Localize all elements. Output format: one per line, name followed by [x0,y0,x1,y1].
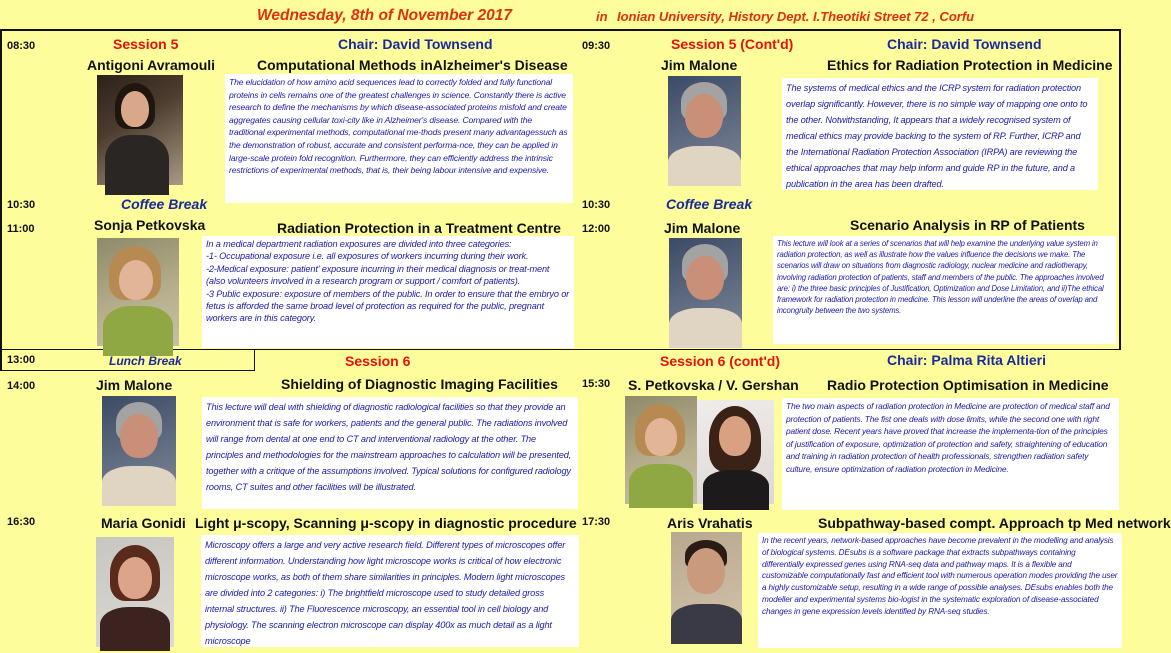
speaker-photo-gonidi [96,537,174,647]
session-5-contd-label: Session 5 (Cont'd) [671,36,794,52]
speaker-petkovska-gershan: S. Petkovska / V. Gershan [628,377,799,393]
time-1400: 14:00 [7,380,36,392]
lunch-break: Lunch Break [109,354,182,368]
speaker-photo-petkovska-2 [625,396,697,504]
title-optimisation: Radio Protection Optimisation in Medicine [827,377,1109,393]
abstract-optimisation: The two main aspects of radiation protection in Medicine are protection of medical staff and protection of patients. The fist one deals with dose limits, while the second one with right patient dose. Recent years have proved that increase the implementa-tion of the principles of justification of exposure, optimization of protection and safety, straightening of education and training in radiation protection of health professionals, strengthen radiation safety culture, ensure optimization of radiation protection in Medicine. [782,398,1119,510]
lunch-divider [254,349,255,371]
title-microscopy: Light μ-scopy, Scanning μ-scopy in diagnostic procedure [195,515,577,531]
date-heading: Wednesday, 8th of November 2017 [257,7,512,24]
left-border [0,29,2,371]
session-6-label: Session 6 [345,353,411,369]
session-6-contd-chair: Chair: Palma Rita Altieri [887,352,1046,368]
speaker-malone-1400: Jim Malone [96,377,173,393]
top-rule [0,29,1121,31]
time-1530: 15:30 [582,378,611,390]
abstract-ethics: The systems of medical ethics and the ICRP system for radiation protection overlap significantly. However, there is no simple way of mapping one onto to the other. Notwithstanding, It appears that a widely recognised system of medical ethics may provide backing to the system of RP. Further, ICRP and the International Radiation Protection Association (IRPA) are reviewing the ethical approaches that may help inform and guide RP in the future, and a publication in the area has been drafted. [782,78,1098,190]
in-label: in [596,9,608,24]
speaker-photo-malone-1200 [669,238,742,345]
abstract-alzheimers: The elucidation of how amino acid sequences lead to correctly folded and fully functional proteins in cells remains one of the greatest challenges in science. Constantly there is active research to define the mechanisms by which disease-associated proteins misfold and create aggregates causing cellular toxi-city like in Alzheimer's disease. Compared with the traditional experimental methods, computational me-thods present many advantagessuch as the demonstration of robust, accurate and consistent performa-nce, they can be applied in large-scale protein fold recognition. Furthermore, they can efficiently address the intrinsic restrictions of experimental methods, that is, their being labour intensive and expensive. [225,74,573,203]
session-5-contd-chair: Chair: David Townsend [887,36,1042,52]
time-1630: 16:30 [7,516,36,528]
speaker-photo-gershan [697,400,774,504]
speaker-gonidi: Maria Gonidi [101,515,186,531]
time-1100: 11:00 [7,223,35,235]
time-0930: 09:30 [582,40,611,52]
speaker-photo-vrahatis [671,532,742,642]
speaker-photo-petkovska [97,238,179,346]
venue-heading: Ionian University, History Dept. I.Theotiki Street 72 , Corfu [617,9,975,24]
time-lunch: 13:00 [7,354,36,366]
coffee-break-right: Coffee Break [666,196,753,212]
time-s5: 08:30 [7,40,36,52]
speaker-petkovska: Sonja Petkovska [94,217,206,233]
time-1200: 12:00 [582,223,611,235]
time-1730: 17:30 [582,516,611,528]
session-6-contd-label: Session 6 (cont'd) [660,353,781,369]
time-coffee-right: 10:30 [582,199,611,211]
abstract-subpathway: In the recent years, network-based approaches have become prevalent in the modelling and analysis of biological systems. DEsubs is a software package that extracts subpathways containing differentially expressed genes using RNA-seq data and pathway maps. It is a flexible and customizable computationally fast and efficient tool with numerous operation modes providing the user a highly customizable setup, resulting in a wide range of possible analyses. DEsubs enables both the modeller and experimental systems bio-logist in the systematic exploration of disease-associated changes in gene expression levels identified by RNA-seq studies. [758,533,1122,648]
title-shielding: Shielding of Diagnostic Imaging Facilities [281,376,558,392]
title-treatment-centre: Radiation Protection in a Treatment Centre [277,220,561,236]
speaker-malone-0930: Jim Malone [661,57,738,73]
coffee-break-left: Coffee Break [121,196,208,212]
abstract-scenario-analysis: This lecture will look at a series of scenarios that will help examine the underlying value system in radiation protection, as well as illustrate how the values influence the decisions we make. The scenarios will draw on situations from diagnostic radiology, nuclear medicine and radiotherapy, involving radiation protection of patients, staff and members of the public. The approaches involved are: i) the three basic principles of Justification, Optimization and Dose Limitation, and ii)The ethical framework for radiation protection in medicine. This lesson will underline the areas of overlap and incongruity between the two systems. [773,236,1116,344]
title-ethics: Ethics for Radiation Protection in Medicine [827,57,1113,73]
speaker-photo-malone-0930 [668,76,741,183]
session-5-chair: Chair: David Townsend [338,36,493,52]
speaker-photo-malone-1400 [102,396,176,499]
abstract-shielding: This lecture will deal with shielding of diagnostic radiological facilities so that they provide an environment that is safe for workers, patients and the general public. The radiations involved will range from dental at one end to CT and interventional radiology at the other. The principles and methodologies for the mainstream approaches to calculation will be presented, together with a critique of the assumptions involved. Typical solutions for configured radiology rooms, CT suites and other facilities will be illustrated. [202,397,578,509]
abstract-microscopy: Microscopy offers a large and very active research field. Different types of microscopes offer different information. Understanding how light microscope works is critical of how electronic microscope works, as both of them share similarities in principles. Modern light microscopes are divided into 2 categories: i) The brightfield microscope used to study detailed gross internal structures. ii) The Fluorescence microscopy, an essential tool in cell biology and physiology. The scanning electron microscope can display 400x as much detail as a light microscope [201,535,579,647]
speaker-malone-1200: Jim Malone [664,220,741,236]
title-scenario-analysis: Scenario Analysis in RP of Patients [850,217,1085,233]
title-alzheimers: Computational Methods inAlzheimer's Disease [257,57,568,73]
speaker-photo-avramouli [97,75,183,185]
right-border [1119,29,1121,349]
speaker-vrahatis: Aris Vrahatis [667,515,753,531]
abstract-treatment-centre: In a medical department radiation exposures are divided into three categories: -1- Occupational exposure i.e. all exposures of workers incurring during their work. -2-Medical exposure: patient' exposure incurring in their medical diagnosis or treat-ment (also volunteers involved in a research program or support / comfort of patients). -3 Public exposure: exposure of members of the public. In order to ensure that the embryo or fetus is afforded the same broad level of protection as required for the public, pregnant workers are in this category. [202,236,574,348]
time-coffee-left: 10:30 [7,199,36,211]
session-5-label: Session 5 [113,36,179,52]
lunch-rule [0,370,255,371]
speaker-avramouli: Antigoni Avramouli [87,57,216,73]
title-subpathway: Subpathway-based compt. Approach tp Med network [818,515,1171,531]
